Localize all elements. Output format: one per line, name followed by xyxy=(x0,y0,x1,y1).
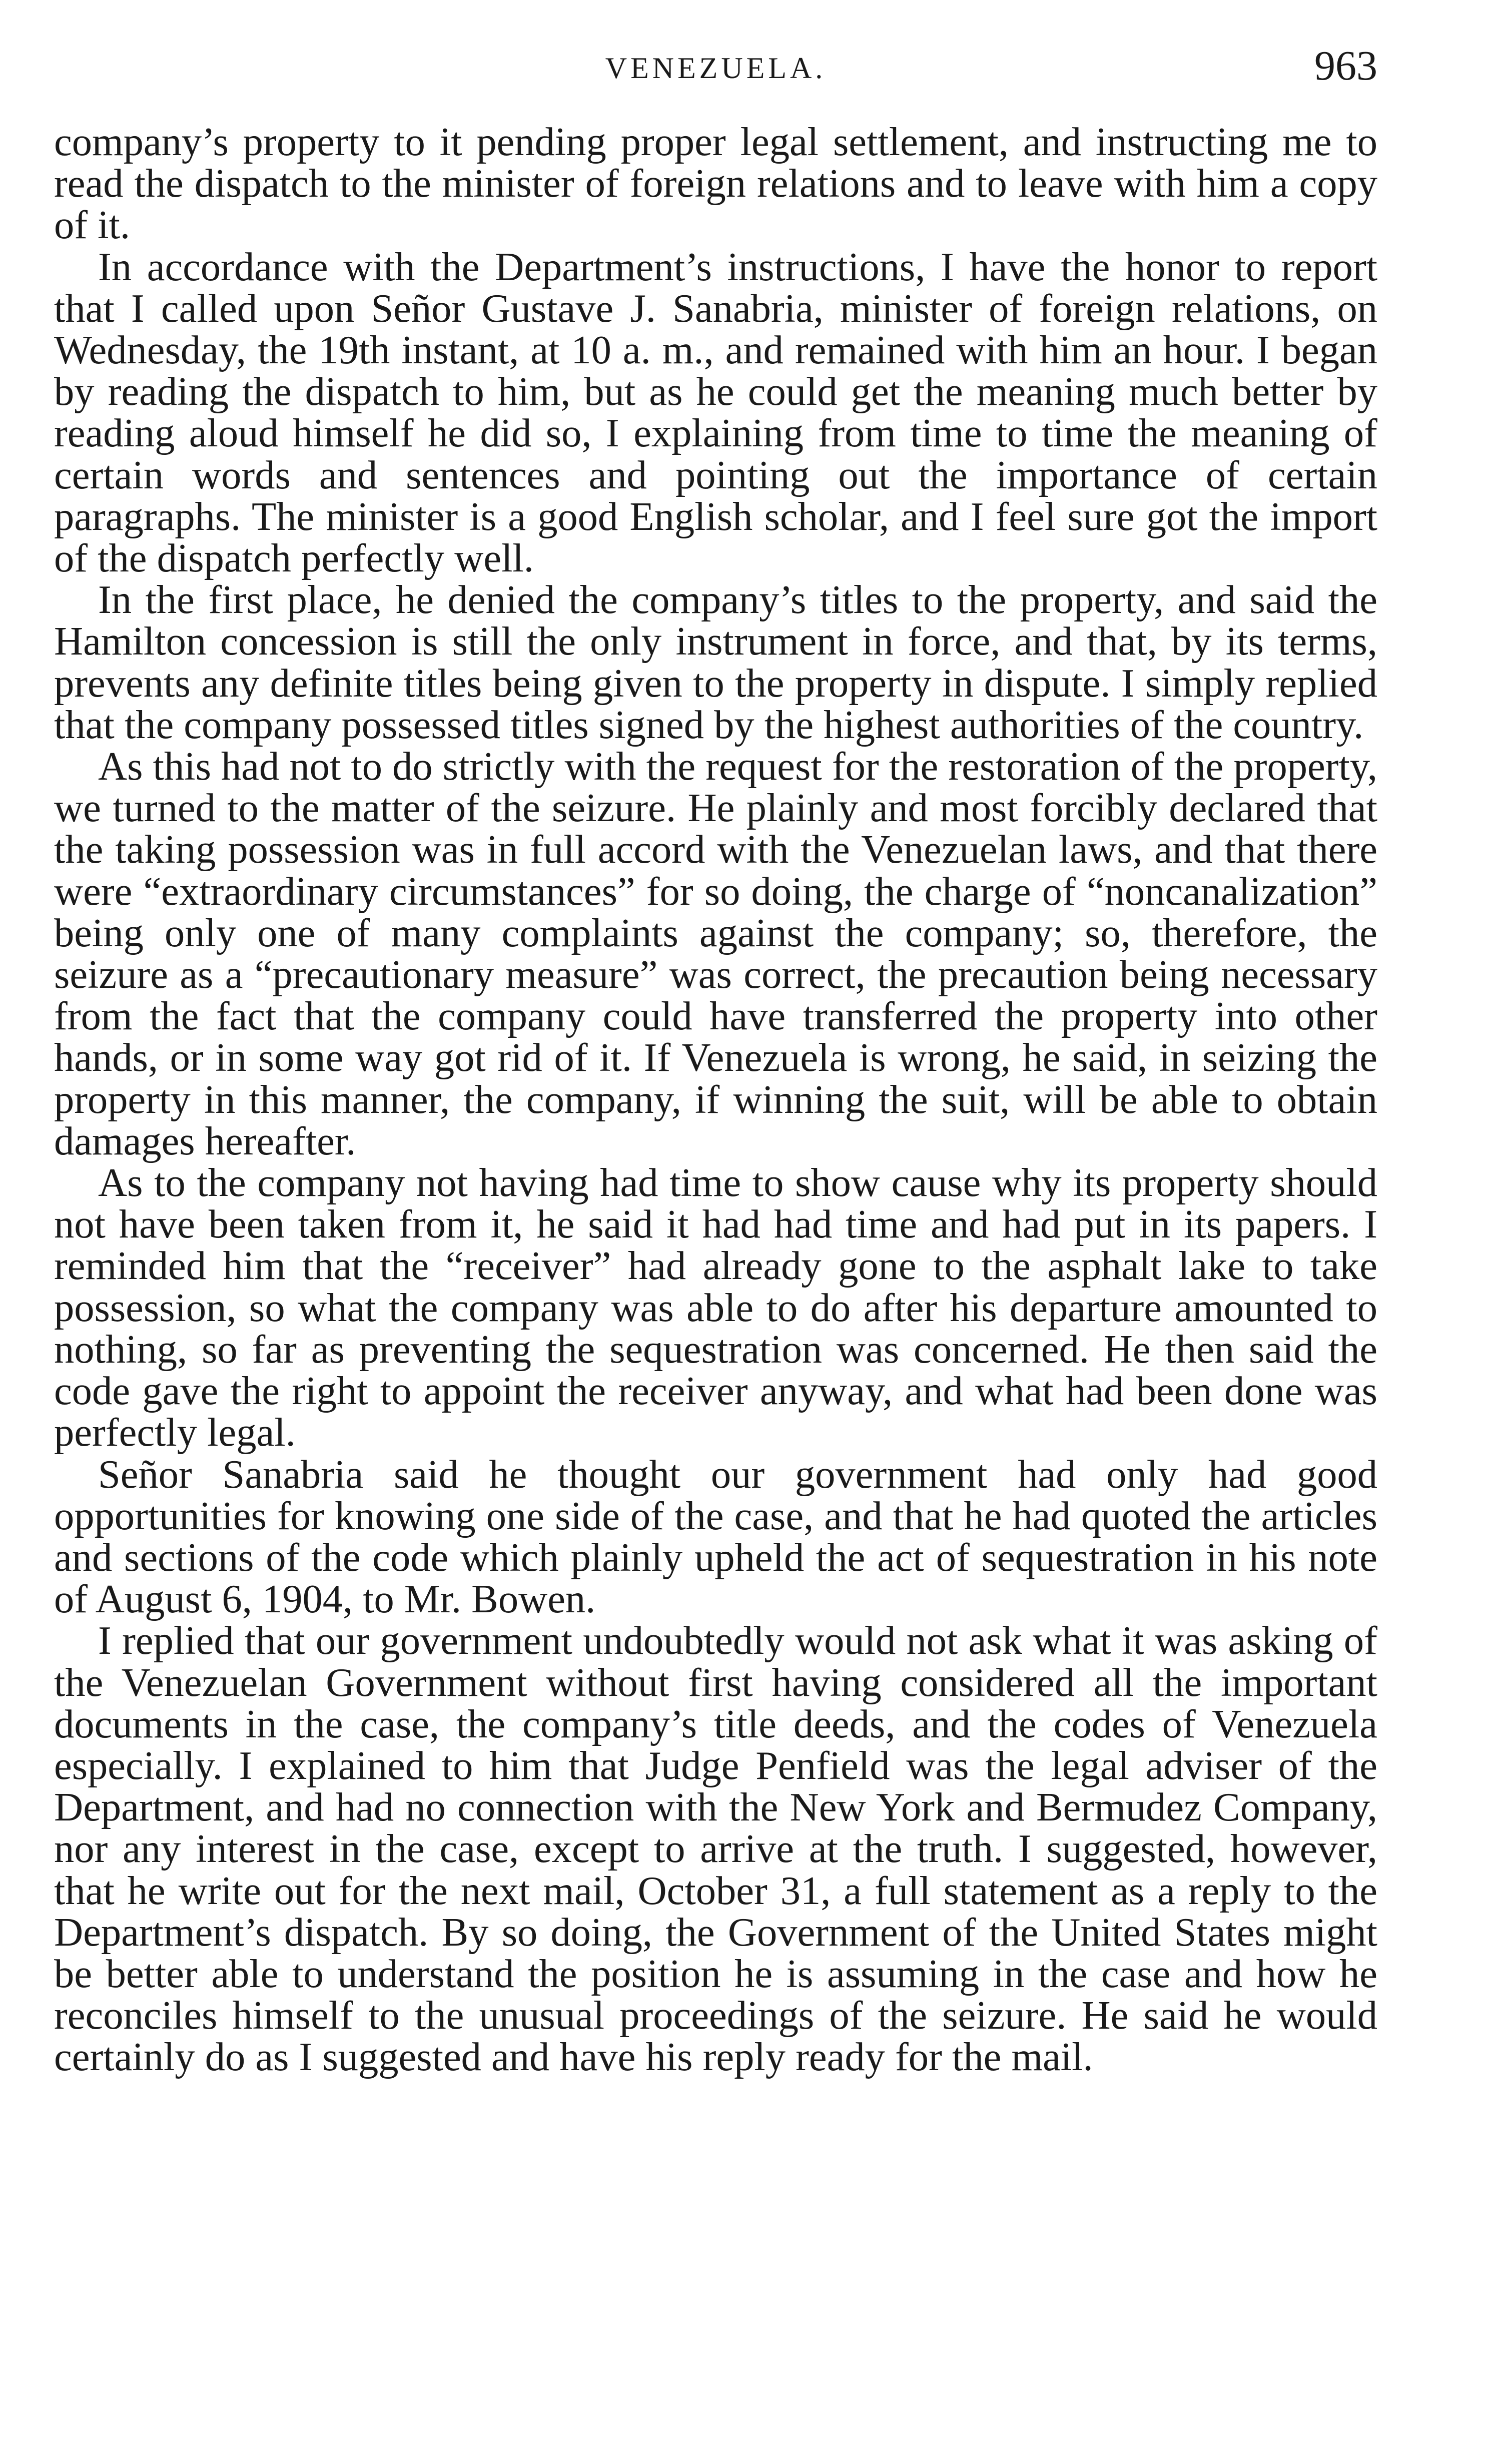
paragraph-continuation: company’s property to it pending proper legal settlement, and instructing me to read the dispatch to the minister of foreign relations and to leave with him a copy of it. xyxy=(54,120,1377,248)
running-title: VENEZUELA. xyxy=(605,52,827,85)
page-number: 963 xyxy=(1314,43,1377,89)
paragraph-reply-and-suggestion: I replied that our government undoubtedly would not ask what it was asking of the Venezuelan Government without first having considered all the important documents in the case, the company’s title deeds, and the codes of Venezuela especially. I explained to him that Judge Penfield was the legal adviser of the Department, and had no connection with the New York and Bermudez Company, nor any interest in the case, except to arrive at the truth. I suggested, however, that he write out for the next mail, October 31, a full statement as a reply to the Department’s dispatch. By so doing, the Government of the United States might be better able to understand the position he is assuming in the case and how he reconciles himself to the unusual proceedings of the seizure. He said he would certainly do as I suggested and have his reply ready for the mail. xyxy=(54,1618,1377,2080)
paragraph-seizure-defense: As this had not to do strictly with the request for the restoration of the property, we turned to the matter of the seizure. He plainly and most forcibly declared that the taking possession was in full accord with the Venezuelan laws, and that there were “extraordinary circumstances” for so doing, the charge of “noncanalization” being only one of many complaints against the company; so, therefore, the seizure as a “precautionary measure” was correct, the precaution being necessary from the fact that the company could have transferred the property into other hands, or in some way got rid of it. If Venezuela is wrong, he said, in seizing the property in this manner, the company, if winning the suit, will be able to obtain damages hereafter. xyxy=(54,744,1377,1163)
paragraph-titles-denied: In the first place, he denied the company’s titles to the property, and said the Hamilton concession is still the only instrument in force, and that, by its terms, prevents any definite titles being given to the property in dispute. I simply replied that the company possessed titles signed by the highest authorities of the country. xyxy=(54,577,1377,747)
paragraph-time-to-show-cause: As to the company not having had time to show cause why its property should not have been taken from it, he said it had had time and had put in its papers. I reminded him that the “receiver” had already gone to the asphalt lake to take possession, so what the company was able to do after his departure amounted to nothing, so far as preventing the sequestration was concerned. He then said the code gave the right to appoint the receiver anyway, and what had been done was perfectly legal. xyxy=(54,1160,1377,1455)
paragraph-report-of-meeting: In accordance with the Department’s instructions, I have the honor to report that I called upon Señor Gustave J. Sanabria, minister of foreign relations, on Wednesday, the 19th instant, at 10 a. m., and remained with him an hour. I began by reading the dispatch to him, but as he could get the meaning much better by reading aloud himself he did so, I explaining from time to time the meaning of certain words and sentences and pointing out the importance of certain paragraphs. The minister is a good English scholar, and I feel sure got the import of the dispatch perfectly well. xyxy=(54,244,1377,581)
paragraph-sanabria-view: Señor Sanabria said he thought our government had only had good opportunities for knowing one side of the case, and that he had quoted the articles and sections of the code which plainly upheld the act of sequestration in his note of August 6, 1904, to Mr. Bowen. xyxy=(54,1452,1377,1622)
running-head xyxy=(54,41,1377,91)
body-text xyxy=(54,121,1377,2078)
